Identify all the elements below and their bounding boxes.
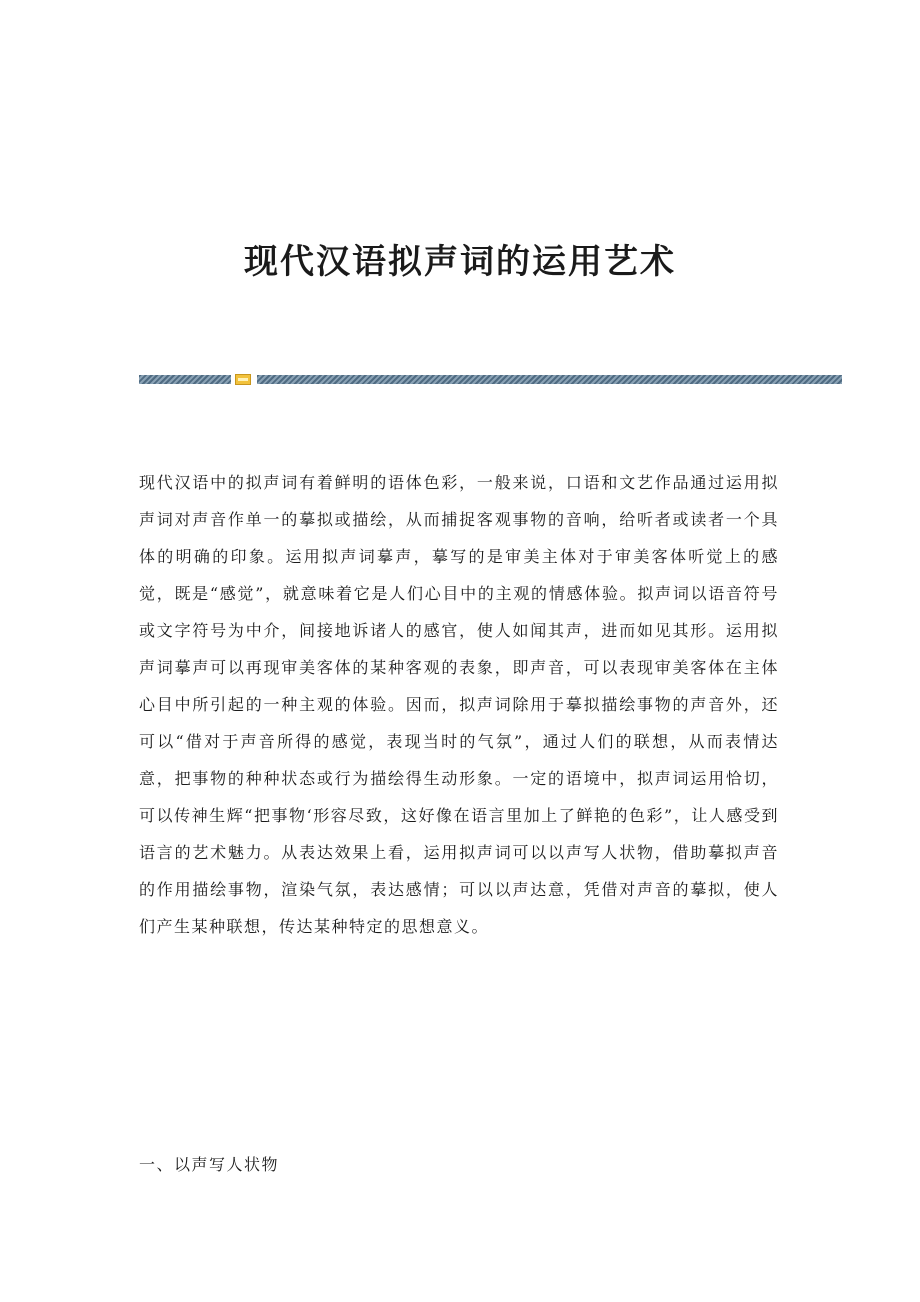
intro-paragraph: 现代汉语中的拟声词有着鲜明的语体色彩，一般来说，口语和文艺作品通过运用拟声词对声音作单一的摹拟或描绘，从而捕捉客观事物的音响，给听者或读者一个具体的明确的印象。运用拟声词摹声，摹写的是审美主体对于审美客体听觉上的感觉，既是“感觉”，就意味着它是人们心目中的主观的情感体验。拟声词以语音符号或文字符号为中介，间接地诉诸人的感官，使人如闻其声，进而如见其形。运用拟声词摹声可以再现审美客体的某种客观的表象，即声音，可以表现审美客体在主体心目中所引起的一种主观的体验。因而，拟声词除用于摹拟描绘事物的声音外，还可以“借对于声音所得的感觉，表现当时的气氛”，通过人们的联想，从而表情达意，把事物的种种状态或行为描绘得生动形象。一定的语境中，拟声词运用恰切，可以传神生辉“把事物‘形容尽致，这好像在语言里加上了鲜艳的色彩”，让人感受到语言的艺术魅力。从表达效果上看，运用拟声词可以以声写人状物，借助摹拟声音的作用描绘事物，渲染气氛，表达感情；可以以声达意，凭借对声音的摹拟，使人们产生某种联想，传达某种特定的思想意义。 <box>139 473 779 936</box>
divider-bar-right <box>257 375 842 384</box>
title-divider <box>139 375 842 384</box>
divider-emblem-icon <box>235 374 251 385</box>
section-heading: 一、以声写人状物 <box>139 1155 280 1174</box>
divider-bar-left <box>139 375 231 384</box>
document-title: 现代汉语拟声词的运用艺术 <box>244 241 676 282</box>
